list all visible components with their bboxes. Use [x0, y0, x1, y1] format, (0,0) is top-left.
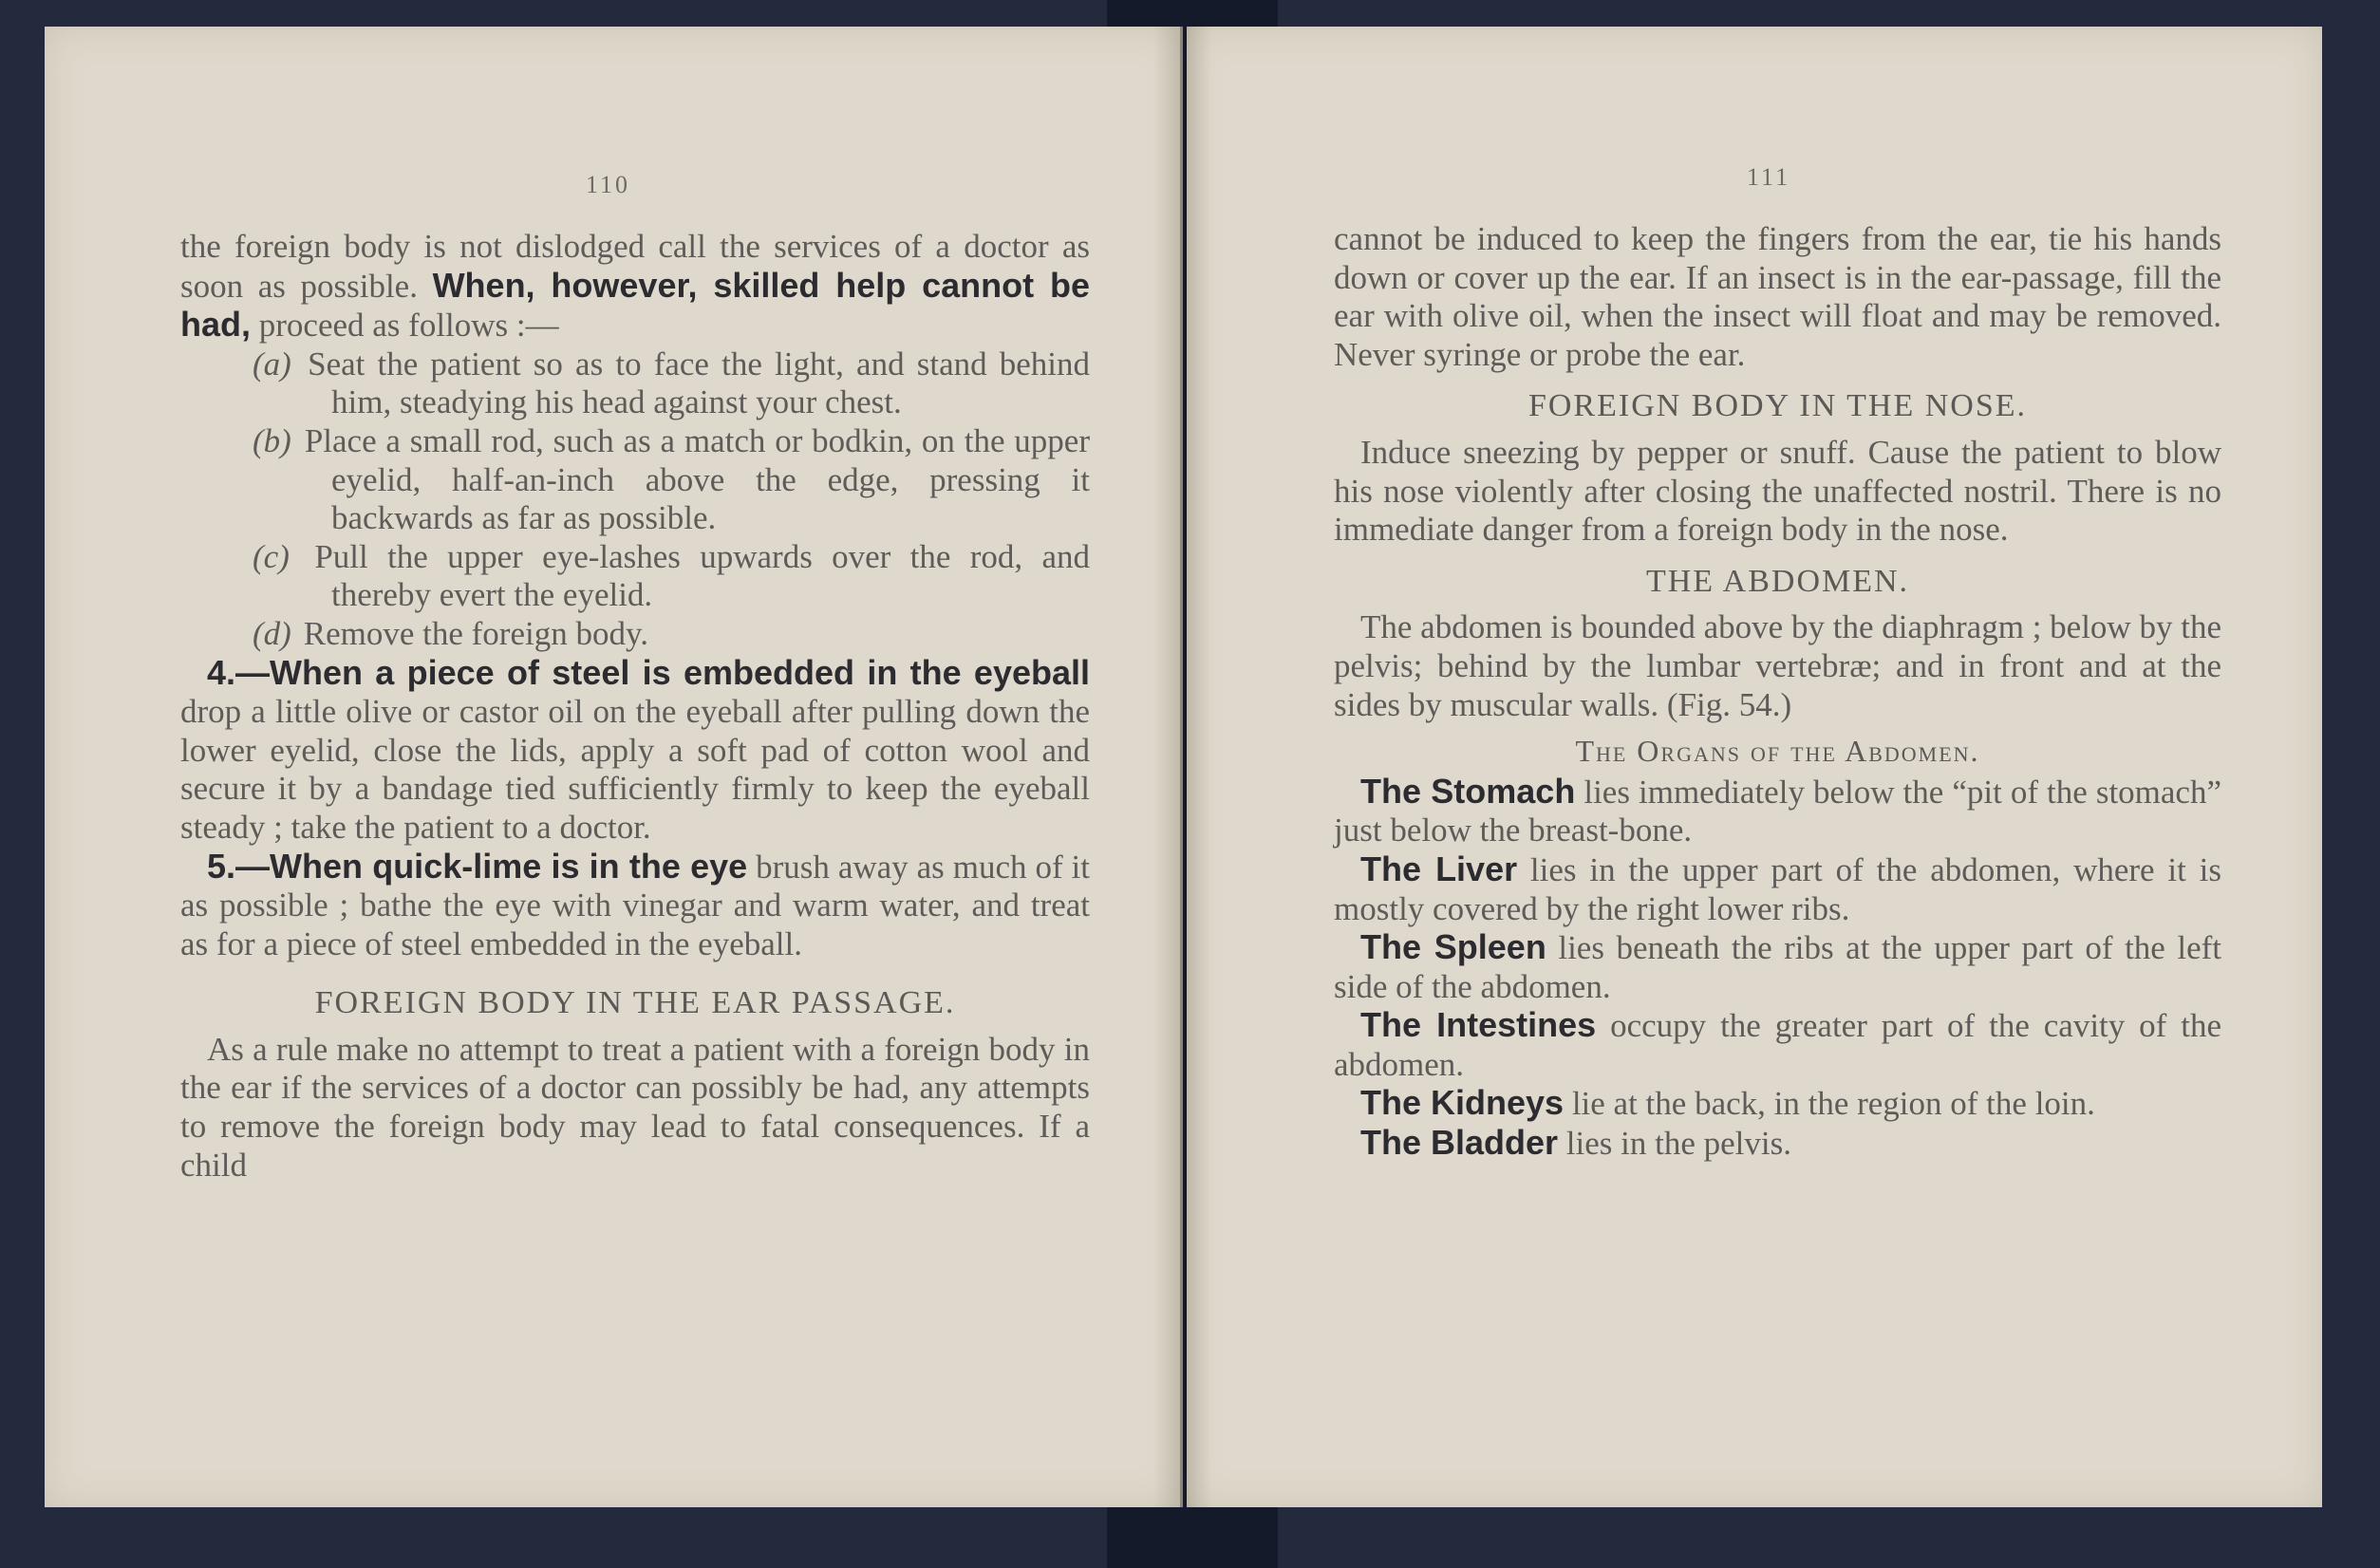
gutter-line — [1180, 27, 1183, 1507]
step-text: Remove the foreign body. — [303, 614, 648, 652]
organ-text: lie at the back, in the region of the loin. — [1564, 1085, 2095, 1123]
ear-paragraph: As a rule make no attempt to treat a patient with a foreign body in the ear if the services of a doctor can possibly be had, any attempts to remove the foreign body may lead to fatal consequences. If a child — [180, 1030, 1090, 1184]
paragraph-5-text: brush away as much of it as possible ; bathe the eye with vinegar and warm water, and treat as for a piece of steel embedded in the eyeball. — [180, 848, 1090, 962]
abdomen-paragraph: The abdomen is bounded above by the diaphragm ; below by the pelvis; behind by the lumbar vertebræ; and in front and at the sides by muscular walls. (Fig. 54.) — [1334, 608, 2221, 723]
page-number: 110 — [586, 171, 631, 198]
left-page — [45, 27, 1182, 1507]
step-label: (d) — [253, 614, 291, 652]
organ-text: lies immediately below the “pit of the stomach” just below the breast-bone. — [1334, 773, 2221, 849]
organ-text: lies beneath the ribs at the upper part of the left side of the abdomen. — [1334, 929, 2221, 1005]
opening-tail: proceed as follows :— — [251, 307, 559, 345]
step-item — [180, 615, 1090, 654]
step-label: (b) — [253, 421, 291, 459]
page-number: 111 — [1747, 163, 1791, 191]
left-page-body — [180, 228, 1090, 1185]
step-item — [180, 345, 1090, 422]
organ-name: The Spleen — [1360, 927, 1546, 967]
nose-paragraph: Induce sneezing by pepper or snuff. Cause the patient to blow his nose violently after closing the unaffected nostril. There is no immediate danger from a foreign body in the nose. — [1334, 433, 2221, 549]
organ-paragraph — [1334, 850, 2221, 928]
paragraph-5-lead: 5.—When quick-lime is in the eye — [207, 846, 748, 886]
step-item — [180, 422, 1090, 538]
organ-paragraph — [1334, 1084, 2221, 1124]
organ-name: The Liver — [1360, 849, 1518, 888]
opening-lead: When, however, skilled help cannot be had, — [180, 265, 1090, 345]
organ-paragraph — [1334, 773, 2221, 850]
opening-text: the foreign body is not dislodged call the services of a doctor as soon as possible. — [180, 228, 1090, 305]
organ-paragraph — [1334, 1006, 2221, 1084]
section-heading-ear: FOREIGN BODY IN THE EAR PASSAGE. — [314, 985, 956, 1021]
paragraph-4-text: drop a little olive or castor oil on the eyeball after pulling down the lower eyelid, close the lids, apply a soft pad of cotton wool and secure it by a bandage tied sufficiently firmly to keep the eyeball steady ; take the patient to a doctor. — [180, 693, 1090, 846]
paragraph-4-lead: 4.—When a piece of steel is embedded in the eyeball — [207, 652, 1090, 692]
right-page-body — [1334, 220, 2221, 1164]
organ-text: occupy the greater part of the cavity of the abdomen. — [1334, 1007, 2221, 1083]
organ-name: The Intestines — [1360, 1005, 1597, 1045]
paragraph-4 — [180, 654, 1090, 848]
organ-name: The Stomach — [1360, 771, 1576, 811]
opening-paragraph — [180, 228, 1090, 345]
step-text: Pull the upper eye-lashes upwards over the rod, and thereby evert the eyelid. — [314, 537, 1090, 614]
organ-name: The Bladder — [1360, 1123, 1559, 1163]
step-text: Seat the patient so as to face the light, and stand behind him, steadying his head against your chest. — [308, 345, 1091, 421]
continuation-paragraph: cannot be induced to keep the fingers from the ear, tie his hands down or cover up the ear. If an insect is in the ear-passage, fill the ear with olive oil, when the insect will float and may be removed. Never syringe or probe the ear. — [1334, 220, 2221, 373]
organ-paragraph — [1334, 928, 2221, 1006]
section-heading-nose: FOREIGN BODY IN THE NOSE. — [1527, 388, 2028, 424]
organ-text: lies in the upper part of the abdomen, where it is mostly covered by the right lower ribs. — [1334, 850, 2221, 927]
section-heading-abdomen: THE ABDOMEN. — [1645, 563, 1910, 599]
organ-text: lies in the pelvis. — [1558, 1125, 1791, 1163]
organ-name: The Kidneys — [1360, 1083, 1565, 1123]
step-text: Place a small rod, such as a match or bodkin, on the upper eyelid, half-an-inch above the edge, pressing it backwards as far as possible. — [304, 421, 1090, 537]
step-item — [180, 538, 1090, 615]
step-label: (c) — [253, 537, 290, 575]
step-label: (a) — [253, 345, 291, 383]
paragraph-5 — [180, 848, 1090, 964]
subheading-organs: The Organs of the Abdomen. — [1575, 734, 1980, 769]
right-page — [1187, 27, 2322, 1507]
organ-paragraph — [1334, 1124, 2221, 1164]
